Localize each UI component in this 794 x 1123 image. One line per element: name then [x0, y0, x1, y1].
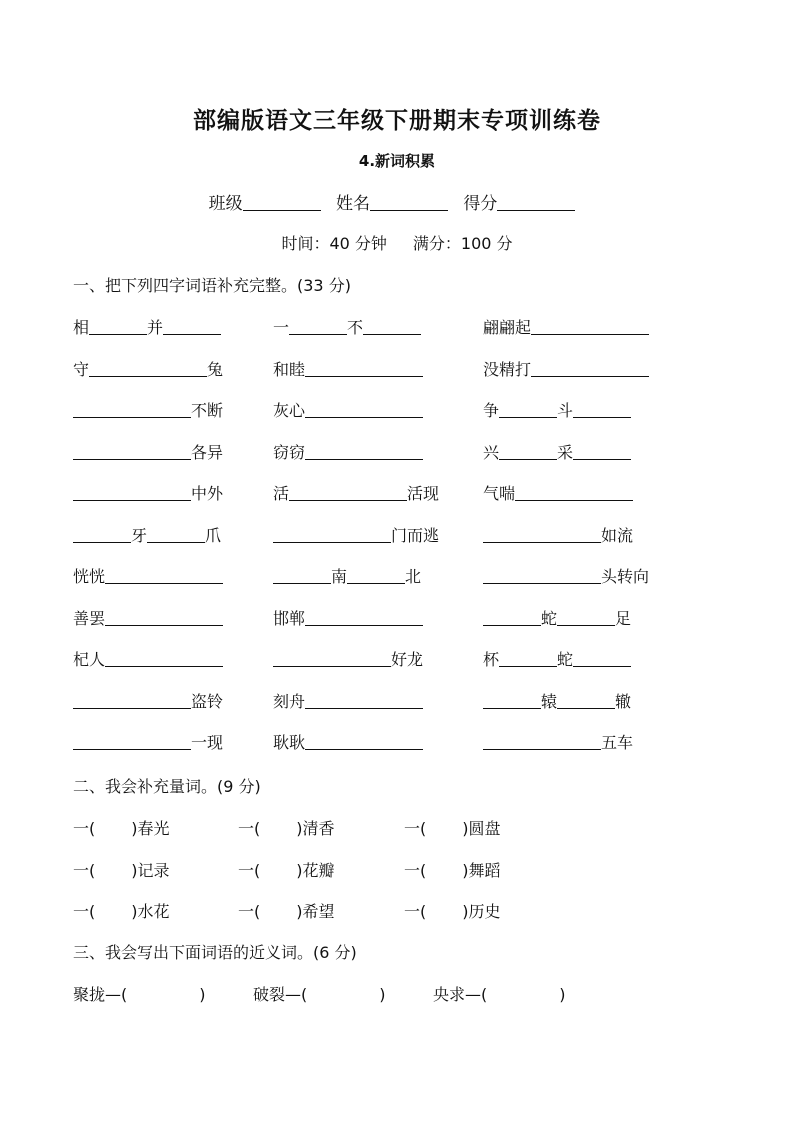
measure-prefix: 一(: [238, 902, 261, 921]
measure-suffix: ): [296, 860, 303, 880]
measure-noun: 春光: [137, 819, 170, 838]
idiom-blank[interactable]: [163, 319, 221, 335]
idiom-text: 善罢: [73, 608, 106, 628]
idiom-blank[interactable]: [483, 568, 601, 584]
idiom-text: 耿耿: [273, 733, 306, 752]
section3-heading: 三、我会写出下面词语的近义词。(6 分): [73, 943, 357, 962]
idiom-text: 中外: [191, 484, 224, 503]
measure-noun: 历史: [468, 902, 501, 921]
idiom-blank[interactable]: [305, 734, 423, 750]
synonym-close: ): [199, 985, 206, 1004]
idiom-item: [273, 315, 421, 338]
idiom-item: [483, 315, 649, 338]
idiom-text: 蛇: [557, 650, 574, 669]
idiom-item: [73, 730, 223, 753]
idiom-item: [273, 689, 423, 712]
idiom-text: 窃窃: [273, 442, 306, 462]
idiom-text: 杞人: [73, 650, 106, 669]
synonym-item: [433, 982, 566, 1005]
idiom-text: 活: [273, 484, 290, 503]
measure-word-item: [404, 858, 501, 881]
idiom-item: [483, 357, 649, 380]
idiom-text: 灰心: [273, 401, 306, 420]
measure-prefix: 一(: [73, 860, 96, 880]
idiom-item: [483, 481, 633, 504]
idiom-text: 盗铃: [191, 691, 224, 711]
measure-word-item: [404, 816, 501, 839]
measure-prefix: 一(: [238, 860, 261, 880]
section1-heading: 一、把下列四字词语补充完整。(33 分): [73, 276, 351, 295]
measure-word-item: [73, 816, 170, 839]
measure-prefix: 一(: [404, 860, 427, 880]
idiom-blank[interactable]: [305, 693, 423, 709]
idiom-text: 翩翩起: [483, 318, 532, 337]
idiom-blank[interactable]: [73, 527, 131, 543]
idiom-text: 一现: [191, 733, 224, 752]
section2-heading: 二、我会补充量词。(9 分): [73, 777, 261, 796]
name-label: 姓名: [336, 194, 370, 214]
idiom-blank[interactable]: [89, 319, 147, 335]
idiom-item: [73, 440, 223, 463]
idiom-item: [73, 606, 223, 629]
idiom-blank[interactable]: [515, 485, 633, 501]
student-info-line: [0, 189, 794, 214]
idiom-blank[interactable]: [273, 651, 391, 667]
idiom-item: [73, 398, 223, 421]
measure-noun: 圆盘: [468, 819, 501, 838]
idiom-item: [73, 315, 221, 338]
idiom-item: [73, 689, 223, 712]
idiom-item: [273, 398, 423, 421]
measure-prefix: 一(: [404, 819, 427, 838]
measure-prefix: 一(: [238, 819, 261, 838]
score-field[interactable]: [497, 194, 575, 211]
idiom-item: [73, 564, 223, 587]
measure-suffix: ): [462, 819, 469, 838]
idiom-text: 辕: [541, 691, 558, 711]
idiom-item: [273, 481, 439, 504]
synonym-item: [253, 982, 386, 1005]
idiom-text: 刻舟: [273, 691, 306, 711]
idiom-blank[interactable]: [305, 444, 423, 460]
idiom-item: [273, 523, 439, 546]
idiom-text: 各异: [191, 442, 224, 462]
idiom-item: [483, 689, 631, 712]
idiom-item: [483, 398, 631, 421]
idiom-blank[interactable]: [73, 485, 191, 501]
idiom-item: [273, 357, 423, 380]
idiom-text: 杯: [483, 650, 500, 669]
score-label: 得分: [463, 194, 498, 214]
measure-noun: 清香: [302, 819, 335, 838]
page-title: 部编版语文三年级下册期末专项训练卷: [193, 108, 601, 134]
idiom-blank[interactable]: [557, 610, 615, 626]
time-limit: 时间：40 分钟: [281, 234, 387, 253]
idiom-blank[interactable]: [105, 610, 223, 626]
idiom-text: 北: [405, 567, 422, 586]
idiom-blank[interactable]: [73, 402, 191, 418]
synonym-word: 破裂—(: [253, 985, 308, 1004]
idiom-text: 兴: [483, 442, 500, 462]
measure-suffix: ): [131, 902, 138, 921]
synonym-word: 央求—(: [433, 985, 488, 1004]
idiom-item: [273, 440, 423, 463]
idiom-text: 爪: [205, 525, 222, 545]
idiom-text: 牙: [131, 525, 148, 545]
measure-noun: 花瓣: [302, 860, 335, 880]
measure-suffix: ): [131, 860, 138, 880]
measure-suffix: ): [296, 819, 303, 838]
measure-word-item: [238, 858, 335, 881]
idiom-blank[interactable]: [531, 319, 649, 335]
synonym-close: ): [379, 985, 386, 1004]
idiom-item: [483, 523, 633, 546]
idiom-text: 气喘: [483, 484, 516, 503]
idiom-text: 头转向: [601, 567, 650, 586]
idiom-blank[interactable]: [531, 361, 649, 377]
idiom-text: 兔: [207, 359, 224, 379]
idiom-text: 南: [331, 567, 348, 586]
idiom-text: 活现: [407, 484, 440, 503]
idiom-item: [273, 606, 423, 629]
idiom-item: [273, 730, 423, 753]
exam-time-line: [0, 231, 794, 254]
idiom-blank[interactable]: [73, 693, 191, 709]
idiom-text: 争: [483, 401, 500, 420]
idiom-text: 五车: [601, 733, 634, 752]
idiom-blank[interactable]: [105, 568, 223, 584]
idiom-blank[interactable]: [499, 402, 557, 418]
idiom-text: 如流: [601, 525, 634, 545]
idiom-text: 邯郸: [273, 608, 306, 628]
measure-noun: 记录: [137, 860, 170, 880]
idiom-text: 辙: [615, 691, 632, 711]
measure-word-item: [238, 899, 335, 922]
idiom-text: 好龙: [391, 650, 424, 669]
measure-prefix: 一(: [404, 902, 427, 921]
measure-word-item: [73, 858, 170, 881]
idiom-blank[interactable]: [73, 444, 191, 460]
idiom-item: [73, 523, 221, 546]
measure-prefix: 一(: [73, 819, 96, 838]
idiom-blank[interactable]: [573, 402, 631, 418]
idiom-text: 恍恍: [73, 567, 106, 586]
measure-noun: 水花: [137, 902, 170, 921]
idiom-item: [73, 357, 223, 380]
measure-prefix: 一(: [73, 902, 96, 921]
full-score: 满分：100 分: [412, 234, 513, 253]
idiom-item: [483, 730, 633, 753]
measure-suffix: ): [462, 902, 469, 921]
idiom-blank[interactable]: [363, 319, 421, 335]
idiom-text: 守: [73, 359, 90, 379]
idiom-item: [73, 481, 223, 504]
idiom-item: [483, 440, 631, 463]
idiom-blank[interactable]: [483, 693, 541, 709]
idiom-blank[interactable]: [289, 485, 407, 501]
idiom-item: [273, 564, 421, 587]
idiom-blank[interactable]: [483, 610, 541, 626]
idiom-blank[interactable]: [89, 361, 207, 377]
idiom-blank[interactable]: [573, 444, 631, 460]
idiom-item: [483, 606, 631, 629]
idiom-text: 相: [73, 318, 90, 337]
idiom-blank[interactable]: [573, 651, 631, 667]
idiom-blank[interactable]: [305, 361, 423, 377]
idiom-text: 和睦: [273, 359, 306, 379]
idiom-text: 斗: [557, 401, 574, 420]
class-field[interactable]: [243, 194, 321, 211]
idiom-text: 门而逃: [391, 525, 440, 545]
measure-noun: 舞蹈: [468, 860, 501, 880]
idiom-blank[interactable]: [73, 734, 191, 750]
idiom-blank[interactable]: [273, 527, 391, 543]
idiom-blank[interactable]: [483, 527, 601, 543]
idiom-text: 一: [273, 318, 290, 337]
measure-word-item: [238, 816, 335, 839]
name-field[interactable]: [370, 194, 448, 211]
idiom-blank[interactable]: [273, 568, 331, 584]
idiom-blank[interactable]: [147, 527, 205, 543]
idiom-item: [483, 647, 631, 670]
idiom-text: 足: [615, 608, 632, 628]
idiom-blank[interactable]: [289, 319, 347, 335]
idiom-blank[interactable]: [105, 651, 223, 667]
measure-noun: 希望: [302, 902, 335, 921]
idiom-text: 不: [347, 318, 364, 337]
idiom-blank[interactable]: [305, 610, 423, 626]
idiom-text: 没精打: [483, 359, 532, 379]
idiom-blank[interactable]: [557, 693, 615, 709]
class-label: 班级: [208, 194, 243, 214]
idiom-text: 蛇: [541, 608, 558, 628]
page-subtitle: 4.新词积累: [358, 152, 436, 170]
idiom-item: [273, 647, 423, 670]
measure-suffix: ): [296, 902, 303, 921]
idiom-text: 采: [557, 442, 574, 462]
idiom-blank[interactable]: [347, 568, 405, 584]
idiom-text: 不断: [191, 401, 224, 420]
synonym-word: 聚拢—(: [73, 985, 128, 1004]
idiom-blank[interactable]: [305, 402, 423, 418]
measure-suffix: ): [131, 819, 138, 838]
measure-word-item: [404, 899, 501, 922]
synonym-item: [73, 982, 206, 1005]
idiom-text: 并: [147, 318, 164, 337]
idiom-blank[interactable]: [483, 734, 601, 750]
synonym-close: ): [559, 985, 566, 1004]
measure-word-item: [73, 899, 170, 922]
idiom-item: [73, 647, 223, 670]
measure-suffix: ): [462, 860, 469, 880]
idiom-item: [483, 564, 649, 587]
idiom-blank[interactable]: [499, 651, 557, 667]
idiom-blank[interactable]: [499, 444, 557, 460]
